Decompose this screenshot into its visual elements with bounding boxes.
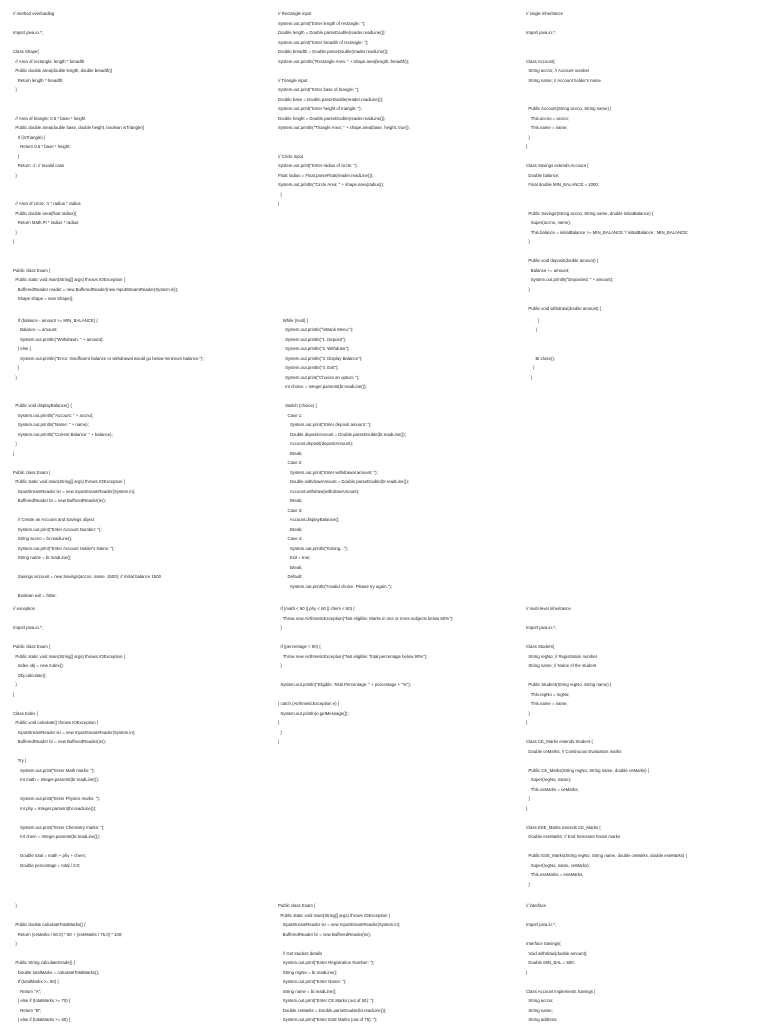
code-line: Public static void main(String[] args) throws IOException {: [13, 277, 126, 282]
code-line: }: [526, 796, 530, 801]
code-line: [278, 690, 526, 700]
code-line: Public CE_Marks(String regNo, String name, double ceMarks) {: [526, 767, 650, 773]
code-line: }: [526, 805, 528, 811]
code-line: Case 1:: [278, 412, 303, 418]
code-line: [13, 306, 264, 316]
code-line: Return "A";: [13, 988, 42, 994]
page-row-1: [0, 9, 768, 311]
code-line: Return (ceMarks / 50.0) * 50 + (eseMarks / 75.0) * 100;: [13, 931, 123, 937]
code-line: }: [278, 201, 280, 206]
code-line: Super(accno, name);: [526, 220, 571, 225]
code-line: String name; // Name of the student: [526, 663, 597, 668]
code-line: } else if (totalMarks >= 70) {: [13, 998, 71, 1003]
code-line: }: [526, 134, 530, 140]
code-line: Break;: [278, 498, 303, 503]
code-line: [13, 506, 264, 516]
code-line: Import java.io.*;: [526, 30, 556, 35]
code-column-1: [0, 604, 264, 894]
code-line: This.ceMarks = ceMarks;: [526, 786, 579, 792]
code-line: If (isTriangle) {: [13, 134, 46, 140]
code-line: Public class Exam {: [13, 644, 51, 649]
code-line: Account.deposit(depositAmount);: [278, 441, 353, 446]
code-line: Float radius = Float.parseFloat(reader.readLine());: [278, 172, 374, 178]
code-line: System.out.println("Current Balance: " + balance);: [13, 431, 113, 437]
code-line: Int chem = Integer.parseInt(br.readLine());: [13, 834, 100, 839]
code-line: [13, 563, 264, 573]
code-line: Double ceMarks = Double.parseDouble(br.readLine());: [278, 1007, 387, 1013]
code-line: Double ceMarks; // Continuous Evaluation marks: [526, 748, 622, 754]
code-line: Public class Exam {: [13, 469, 51, 475]
code-line: }: [13, 441, 17, 446]
code-line: Class Student{: [526, 644, 555, 649]
code-line: }: [526, 374, 533, 380]
code-line: System.out.print("Choose an option: ");: [278, 374, 360, 380]
code-line: }: [13, 941, 17, 946]
code-line: Double percentage = total / 3.0;: [13, 862, 81, 868]
code-line: Int math = Integer.parseInt(br.readLine());: [13, 777, 99, 782]
code-line: Final double MIN_BALANCE = 1000;: [526, 182, 599, 187]
code-line: [13, 180, 264, 190]
code-line: Public String calculateGrade() {: [13, 960, 76, 965]
code-line: Throw new AirthmeticException("Not eligible: Total percentage below 90%");: [278, 653, 428, 659]
code-line: Double MIN_BAL = 500;: [526, 960, 575, 965]
code-line: If (totalMarks >= 80) {: [13, 979, 59, 984]
code-line: Try {: [13, 758, 27, 763]
code-line: // single inheritance: [526, 11, 564, 16]
code-line: }: [278, 739, 280, 744]
code-line: String accno;: [526, 998, 554, 1003]
code-line: }: [526, 327, 537, 332]
code-line: System.out.println("Eligible. Total Percentage: " + percentage + "%");: [278, 682, 411, 687]
code-line: InputStreamReader isr = new InputStreamReader(System.in);: [278, 922, 401, 927]
code-line: [526, 152, 768, 162]
code-line: }: [526, 365, 535, 370]
code-line: Public static void main(String[] args) throws IOException {: [278, 912, 391, 918]
code-line: Savings account = new Savings(accno, name, 1500); // Initial balance 1500: [13, 574, 161, 579]
code-line: Return -1; // Invalid case: [13, 163, 65, 168]
code-line: [278, 133, 526, 143]
code-line: Throw new AirthmeticException("Not eligible: Marks in one or more subjects below 60%");: [278, 615, 454, 621]
code-line: [13, 458, 264, 468]
page-row-3: [0, 604, 768, 894]
code-line: Double base = Double.parseDouble(reader.readLine());: [278, 96, 384, 102]
code-line: [526, 85, 768, 95]
code-line: [13, 256, 264, 266]
code-line: [13, 614, 264, 624]
code-line: // Area of circle: π * radius * radius: [13, 201, 81, 206]
code-line: Return length * breadth;: [13, 77, 64, 83]
code-column-1: [0, 306, 264, 596]
code-line: This.name = name;: [526, 125, 568, 130]
code-line: If (balance - amount >= MIN_BALANCE) {: [13, 317, 98, 323]
code-line: Class Index {: [13, 710, 39, 716]
code-line: System.out.println("Exiting...");: [278, 545, 348, 551]
code-line: InputStreamReader isr = new InputStreamReader(System.in);: [13, 729, 136, 735]
code-line: Double withdrawAmount = Double.parseDouble(br.readLine());: [278, 479, 410, 484]
code-line: BufferedReader br = new BufferedReader(isr);: [278, 931, 371, 937]
code-column-2: [264, 604, 526, 894]
code-line: [278, 306, 526, 316]
code-line: System.out.print("Enter length of rectangle: ");: [278, 20, 366, 26]
code-line: // multi level inheritance: [526, 606, 571, 611]
code-line: [13, 582, 264, 592]
code-line: [526, 633, 768, 643]
code-line: Account.displayBalance();: [278, 517, 340, 522]
code-column-2: [264, 306, 526, 596]
code-line: Return "B";: [13, 1007, 42, 1013]
code-line: }: [526, 881, 530, 887]
code-line: [526, 977, 768, 987]
code-line: BufferedReader br = new BufferedReader(isr);: [13, 498, 106, 503]
code-line: Class ESE_Marks extends CE_Marks {: [526, 824, 601, 830]
code-line: }: [278, 625, 282, 630]
code-line: // exception: [13, 606, 35, 611]
code-line: String name = br.readLine();: [13, 555, 72, 560]
code-line: System.out.println("2. Withdraw");: [278, 346, 350, 351]
code-line: }: [13, 172, 17, 178]
code-line: Void withdraw(double amount);: [526, 950, 588, 956]
code-line: }: [526, 969, 528, 975]
code-line: }: [13, 450, 15, 456]
code-line: String name = br.readLine();: [278, 988, 337, 994]
code-line: Public Account(String accno, String name) {: [526, 106, 612, 111]
code-line: String accno; // Account number: [526, 68, 590, 73]
code-line: Double eseMarks; // End Semester Exam marks: [526, 834, 621, 839]
code-line: [526, 614, 768, 624]
code-column-2: [264, 901, 526, 1024]
code-line: System.out.print("Enter ESE Marks (out of 75): ");: [278, 1017, 378, 1022]
code-line: Double height = Double.parseDouble(reader.readLine());: [278, 115, 386, 121]
code-line: System.out.println("Invalid choice. Please try again.");: [278, 583, 392, 589]
code-line: If (percentage < 90) {: [278, 644, 321, 649]
code-line: Break;: [278, 450, 303, 456]
code-line: Import java.io.*;: [13, 625, 43, 630]
code-line: Double balance;: [526, 172, 560, 178]
code-line: System.out.print("Enter deposit amount: ");: [278, 422, 372, 427]
code-line: System.out.println("4. Exit");: [278, 365, 339, 370]
code-line: }: [278, 663, 282, 668]
code-line: This.name = name;: [526, 701, 568, 706]
code-line: Break;: [278, 526, 303, 532]
page-row-4: [0, 901, 768, 1024]
code-line: }: [13, 682, 17, 687]
code-line: String name;: [526, 1007, 553, 1013]
code-line: Import java.io.*;: [13, 30, 43, 35]
code-line: Index obj = new Index();: [13, 663, 64, 668]
code-line: System.out.print("Enter withdrawal amount: ");: [278, 469, 378, 475]
code-line: [13, 392, 264, 402]
code-line: [13, 813, 264, 823]
code-line: Case 3:: [278, 507, 303, 513]
code-line: Balance += amount;: [526, 267, 570, 273]
code-line: [526, 930, 768, 940]
code-line: } else if (totalMarks >= 60) {: [13, 1017, 71, 1022]
code-line: System.out.print("Enter CE Marks (out of 50): ");: [278, 998, 375, 1003]
code-line: Double totalMarks = calculateTotalMarks();: [13, 969, 100, 975]
code-column-3: [526, 604, 768, 894]
code-line: Public double calculateTotalMarks() {: [13, 922, 86, 927]
code-line: [13, 247, 264, 257]
code-column-3: [526, 901, 768, 1024]
code-line: If (math < 60 || phy < 60 || chem < 60) {: [278, 606, 355, 611]
code-line: System.out.println("Rectangle Area: " + shape.area(length, breadth));: [278, 58, 410, 64]
code-line: }: [526, 144, 528, 149]
code-line: System.out.print("Enter Physics marks: ");: [13, 796, 100, 801]
code-line: Case 2:: [278, 460, 303, 465]
code-line: [13, 190, 264, 200]
code-line: }: [278, 729, 282, 735]
code-line: [13, 382, 264, 392]
code-line: // Get student details: [278, 950, 323, 956]
code-line: Int choice = Integer.parseInt(br.readLine());: [278, 384, 367, 389]
code-line: Double length = Double.parseDouble(reader.readLine());: [278, 30, 386, 35]
code-line: System.out.println("Deposited: " + amount);: [526, 277, 614, 282]
code-line: Public Student(String regNo, String name) {: [526, 682, 612, 687]
code-line: System.out.print("Enter Name: ");: [278, 979, 347, 984]
code-line: This.accno = accno;: [526, 115, 570, 121]
code-line: [526, 306, 768, 316]
code-line: String address;: [526, 1017, 558, 1022]
code-line: }: [13, 153, 20, 159]
code-line: [278, 671, 526, 681]
code-line: Account.withdraw(withdrawAmount);: [278, 488, 360, 494]
code-line: }: [526, 239, 530, 244]
code-line: // method overloading: [13, 11, 55, 16]
code-line: Import java.io.*;: [526, 625, 556, 630]
code-line: Public void withdraw(double amount) {: [526, 305, 602, 311]
code-line: [13, 842, 264, 852]
code-line: System.out.println("Name: " + name);: [13, 422, 89, 427]
code-line: This.balance = initialBalance >= MIN_BALANCE ? initialBalance : MIN_BALANCE;: [526, 229, 689, 235]
code-line: [526, 247, 768, 257]
code-column-3: [526, 9, 768, 311]
code-line: // Create an Account and Savings object: [13, 517, 95, 522]
code-line: System.out.println("Triangle Area: " + shape.area(base, height, true));: [278, 125, 410, 130]
code-line: Double breadth = Double.parseDouble(reader.readLine());: [278, 49, 389, 54]
code-line: Default:: [278, 574, 303, 579]
code-line: [13, 633, 264, 643]
code-line: System.out.print("Enter Account Holder's Name: ");: [13, 545, 115, 551]
code-line: Class Account{: [526, 58, 555, 64]
page-row-2: [0, 306, 768, 596]
code-line: This.regNo = regNo;: [526, 691, 570, 697]
code-line: InputStreamReader isr = new InputStreamReader(System.in);: [13, 488, 136, 494]
code-line: Public double area(float radius){: [13, 210, 77, 216]
code-line: [526, 95, 768, 105]
code-line: // Rectangle input: [278, 11, 312, 16]
code-line: Public void deposit(double amount) {: [526, 258, 599, 263]
code-line: [526, 335, 768, 345]
code-line: String regNo = br.readLine();: [278, 969, 338, 975]
code-line: }: [526, 317, 540, 323]
code-line: System.out.print("Enter base of triangle: ");: [278, 87, 360, 92]
code-line: Switch (choice) {: [278, 403, 317, 408]
code-line: }: [13, 87, 17, 92]
code-line: [526, 294, 768, 304]
code-line: Class Account implements Savings {: [526, 988, 596, 994]
code-line: [526, 190, 768, 200]
code-line: [526, 756, 768, 766]
code-line: [526, 38, 768, 48]
code-line: System.out.println("1. Deposit");: [278, 336, 347, 342]
code-line: System.out.println("Circle Area: " + shape.area(radius));: [278, 182, 384, 187]
code-line: Public class Exam {: [13, 267, 51, 273]
code-line: String regNo; // Registration number: [526, 653, 598, 659]
code-line: [278, 142, 526, 152]
code-line: System.out.println(e.getMessage());: [278, 710, 349, 716]
code-line: [13, 38, 264, 48]
code-line: Import java.io.*;: [526, 922, 556, 927]
code-line: Class Savings extends Account {: [526, 163, 589, 168]
code-line: Boolean exit = false;: [13, 593, 57, 598]
code-column-2: [264, 9, 526, 299]
code-line: System.out.println("Error: Insufficient balance or withdrawal would go below minimum balance.");: [13, 355, 204, 361]
code-line: This.eseMarks = eseMarks;: [526, 872, 584, 877]
code-line: System.out.print("Enter breadth of rectangle: ");: [278, 39, 369, 45]
code-line: [526, 728, 768, 738]
code-line: [13, 911, 264, 921]
code-line: Double depositAmount = Double.parseDouble(br.readLine());: [278, 431, 406, 437]
code-line: // Circle input: [278, 153, 304, 159]
code-line: [13, 104, 264, 114]
code-line: Int phy = Integer.parseInt(br.readLine());: [13, 805, 97, 811]
code-line: // interface: [526, 903, 547, 908]
code-line: Br.close();: [526, 355, 555, 361]
code-line: System.out.println("\nBank Menu:");: [278, 327, 354, 332]
code-line: [13, 699, 264, 709]
code-line: System.out.print("Enter height of triangle: ");: [278, 106, 362, 111]
code-line: [13, 949, 264, 959]
code-line: [526, 344, 768, 354]
code-line: Public void calculate() throws IOException {: [13, 720, 99, 725]
code-line: // Area of triangle: 0.5 * base * height: [13, 115, 86, 121]
code-line: Public ESE_Marks(String regNo, String name, double ceMarks, double eseMarks) {: [526, 853, 687, 858]
code-line: Balance -= amount;: [13, 327, 58, 332]
code-line: [526, 199, 768, 209]
code-line: [278, 633, 526, 643]
code-line: String accno = br.readLine();: [13, 536, 73, 541]
code-line: }: [13, 903, 17, 908]
code-line: [526, 19, 768, 29]
code-line: [526, 813, 768, 823]
code-line: Break;: [278, 564, 303, 570]
code-line: } catch (AirthmeticException e) {: [278, 701, 340, 706]
code-line: }: [278, 191, 282, 197]
code-line: Return Math.PI * radius * radius;: [13, 220, 80, 225]
code-line: [526, 842, 768, 852]
code-line: System.out.println("Withdrawn: " + amount);: [13, 336, 104, 342]
code-line: Class CE_Marks extends Student {: [526, 739, 593, 744]
code-column-1: [0, 901, 264, 1024]
code-line: } else {: [13, 346, 31, 351]
code-line: Obj.calculate();: [13, 672, 47, 678]
code-line: System.out.println("3. Display Balance");: [278, 355, 363, 361]
code-line: [278, 392, 526, 402]
code-line: }: [526, 720, 528, 725]
code-line: Public Savings(String accno, String name, double initialBalance) {: [526, 210, 654, 216]
code-line: Case 4:: [278, 536, 303, 541]
code-line: Super(regNo, name);: [526, 777, 572, 782]
code-line: [13, 747, 264, 757]
code-line: [526, 671, 768, 681]
code-line: Exit = true;: [278, 555, 311, 560]
code-line: BufferedReader reader = new BufferedReader(new InputStreamReader(System.in));: [13, 286, 179, 292]
code-line: Public class Exam {: [278, 903, 316, 908]
code-line: }: [13, 691, 15, 697]
code-line: [278, 66, 526, 76]
code-line: BufferedReader br = new BufferedReader(isr);: [13, 739, 106, 744]
code-line: }: [13, 239, 15, 244]
code-line: // Area of rectangle: length * breadth: [13, 58, 85, 64]
code-line: Interface Savings{: [526, 941, 561, 946]
code-line: Public void displayBalance() {: [13, 403, 72, 408]
code-line: }: [526, 710, 530, 716]
code-line: }: [13, 229, 17, 235]
code-line: Public double area(double base, double height, boolean isTriangle){: [13, 125, 145, 130]
code-line: System.out.println("Account: " + accno);: [13, 412, 94, 418]
code-column-3: [526, 306, 768, 596]
code-line: }: [278, 720, 280, 725]
code-line: [13, 785, 264, 795]
code-line: Public static void main(String[] args) throws IOException {: [13, 479, 126, 484]
code-line: While (!exit) {: [278, 317, 309, 323]
code-line: [526, 911, 768, 921]
code-line: }: [13, 374, 17, 380]
code-line: System.out.print("Enter radius of circle: ");: [278, 163, 358, 168]
code-line: String name; // Account holder's name: [526, 77, 601, 83]
code-line: [13, 95, 264, 105]
code-line: Double total = math + phy + chem;: [13, 853, 86, 858]
code-line: Shape shape = new Shape();: [13, 296, 74, 301]
code-line: [13, 19, 264, 29]
code-line: }: [526, 286, 530, 292]
code-line: Class Shape{: [13, 49, 39, 54]
code-line: System.out.print("Enter Math marks: ");: [13, 767, 95, 773]
code-line: Return 0.5 * base * height;: [13, 144, 71, 149]
code-line: Public static void main(String[] args) throws IOException {: [13, 653, 126, 659]
code-line: System.out.print("Enter Registration Number: ");: [278, 960, 375, 965]
code-line: System.out.print("Enter Chemistry marks: ");: [13, 824, 105, 830]
code-line: }: [13, 365, 20, 370]
code-line: System.out.print("Enter Account Number: ");: [13, 526, 102, 532]
code-line: Public double area(double length, double breadth){: [13, 68, 113, 73]
code-line: [278, 939, 526, 949]
code-line: [526, 47, 768, 57]
code-column-1: [0, 9, 264, 299]
code-line: Super(regNo, name, ceMarks);: [526, 862, 590, 868]
code-line: // Triangle input: [278, 77, 308, 83]
